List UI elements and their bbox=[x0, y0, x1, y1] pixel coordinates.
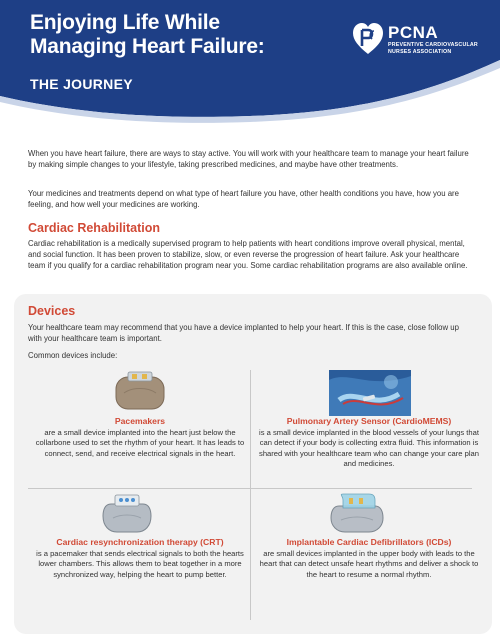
page-title bbox=[30, 11, 265, 59]
icd-device-image bbox=[329, 492, 385, 534]
intro-paragraph-2: Your medicines and treatments depend on what type of heart failure you have, other health conditions you have, how you are feeling, and how well your medicines are working. bbox=[28, 189, 459, 209]
pcna-logo bbox=[352, 22, 482, 62]
device-title: Implantable Cardiac Defibrillators (ICDs) bbox=[286, 537, 452, 547]
device-description: is a small device implanted in the blood vessels of your lungs that can detect if your body is collecting extra fluid. This information is shared with your healthcare team who can change your care plan and medicines. bbox=[259, 428, 479, 469]
grid-divider-vertical bbox=[250, 370, 251, 620]
cardiac-rehab-paragraph: Cardiac rehabilitation is a medically supervised program to help patients with heart conditions improve overall physical, mental, and social function. It has been proven to stabilize, slow, or even reverse the progression of heart failure. Ask your healthcare team if you qualify for a cardiac rehabilitation program near you. Some cardiac rehabilitation programs are also available online. bbox=[28, 239, 468, 270]
devices-heading: Devices bbox=[28, 304, 76, 318]
device-card-cardiomems bbox=[256, 416, 482, 470]
logo-subtitle-line-2: NURSES ASSOCIATION bbox=[388, 48, 452, 55]
common-devices-label: Common devices include: bbox=[28, 351, 118, 360]
device-description: is a pacemaker that sends electrical signals to both the hearts lower chambers. This allows them to beat together in a more synchronized way, helping the heart to pump better. bbox=[36, 549, 244, 579]
crt-device-image bbox=[101, 494, 153, 534]
device-card-crt bbox=[27, 537, 253, 580]
logo-subtitle-line-1: PREVENTIVE CARDIOVASCULAR bbox=[388, 42, 478, 48]
device-title: Pacemakers bbox=[114, 416, 166, 426]
intro-paragraph-1: When you have heart failure, there are ways to stay active. You will work with your healthcare team to manage your heart failure by making simple changes to your lifestyle, taking prescribed medicines, and maybe have other treatments. bbox=[28, 149, 469, 169]
devices-paragraph: Your healthcare team may recommend that you have a device implanted to help your heart. If this is the case, close follow up with your healthcare team is important. bbox=[28, 323, 459, 343]
device-card-pacemakers bbox=[27, 416, 253, 459]
page-title-line-2: Managing Heart Failure: bbox=[30, 35, 265, 58]
device-description: are a small device implanted into the heart just below the collarbone used to set the rhythm of your heart. It has leads to connect, send, and receive electrical signals in the heart. bbox=[35, 428, 245, 458]
pcna-heart-icon bbox=[352, 22, 384, 56]
device-title: Cardiac resynchronization therapy (CRT) bbox=[56, 537, 224, 547]
page-title-line-1: Enjoying Life While bbox=[30, 11, 220, 34]
device-title: Pulmonary Artery Sensor (CardioMEMS) bbox=[286, 416, 452, 426]
cardiomems-image bbox=[329, 370, 411, 416]
grid-divider-horizontal bbox=[28, 488, 472, 489]
logo-name: PCNA bbox=[388, 23, 439, 42]
header-banner bbox=[0, 0, 500, 128]
device-card-icds bbox=[256, 537, 482, 580]
cardiac-rehab-heading: Cardiac Rehabilitation bbox=[28, 221, 160, 235]
pacemaker-image bbox=[112, 371, 168, 413]
logo-subtitle bbox=[388, 42, 484, 55]
device-description: are small devices implanted in the upper body with leads to the heart that can detect unsafe heart rhythms and deliver a shock to the heart to resume a normal rhythm. bbox=[259, 549, 479, 579]
page-subtitle: THE JOURNEY bbox=[30, 76, 133, 92]
